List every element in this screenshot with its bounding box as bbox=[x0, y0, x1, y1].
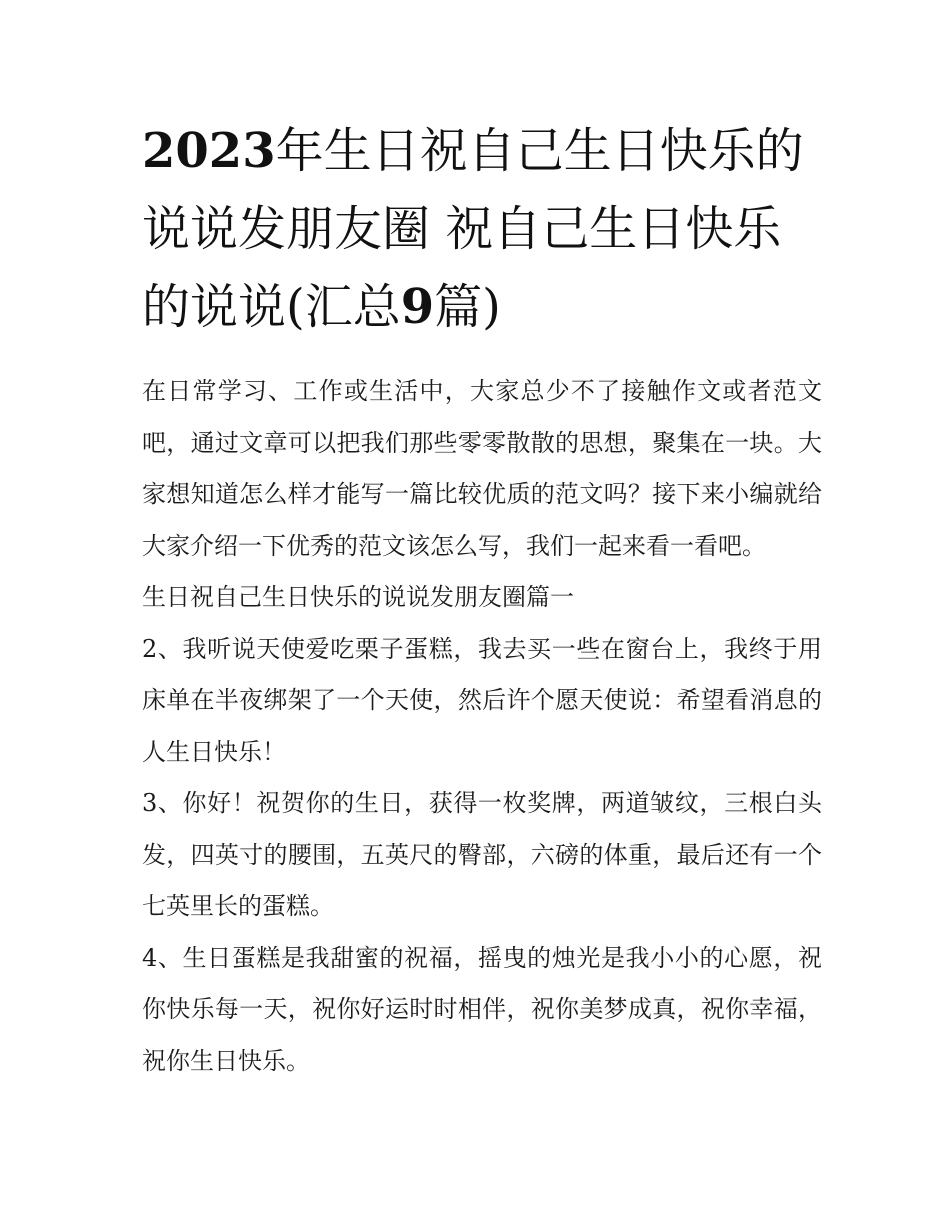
document-body bbox=[142, 366, 822, 1087]
list-item: 4、生日蛋糕是我甜蜜的祝福，摇曳的烛光是我小小的心愿，祝你快乐每一天，祝你好运时时相伴，祝你美梦成真，祝你幸福，祝你生日快乐。 bbox=[142, 943, 822, 1075]
section-heading: 生日祝自己生日快乐的说说发朋友圈篇一 bbox=[142, 583, 574, 611]
list-item: 3、你好！祝贺你的生日，获得一枚奖牌，两道皱纹，三根白头发，四英寸的腰围，五英尺的臀部，六磅的体重，最后还有一个七英里长的蛋糕。 bbox=[142, 789, 822, 920]
document-content bbox=[142, 112, 822, 1087]
document-title: 2023年生日祝自己生日快乐的说说发朋友圈 祝自己生日快乐的说说(汇总9篇) bbox=[142, 123, 804, 335]
list-item: 2、我听说天使爱吃栗子蛋糕，我去买一些在窗台上，我终于用床单在半夜绑架了一个天使，然后许个愿天使说：希望看消息的人生日快乐！ bbox=[142, 634, 822, 766]
intro-paragraph: 在日常学习、工作或生活中，大家总少不了接触作文或者范文吧，通过文章可以把我们那些零零散散的思想，聚集在一块。大家想知道怎么样才能写一篇比较优质的范文吗？接下来小编就给大家介绍一下优秀的范文该怎么写，我们一起来看一看吧。 bbox=[142, 377, 822, 560]
